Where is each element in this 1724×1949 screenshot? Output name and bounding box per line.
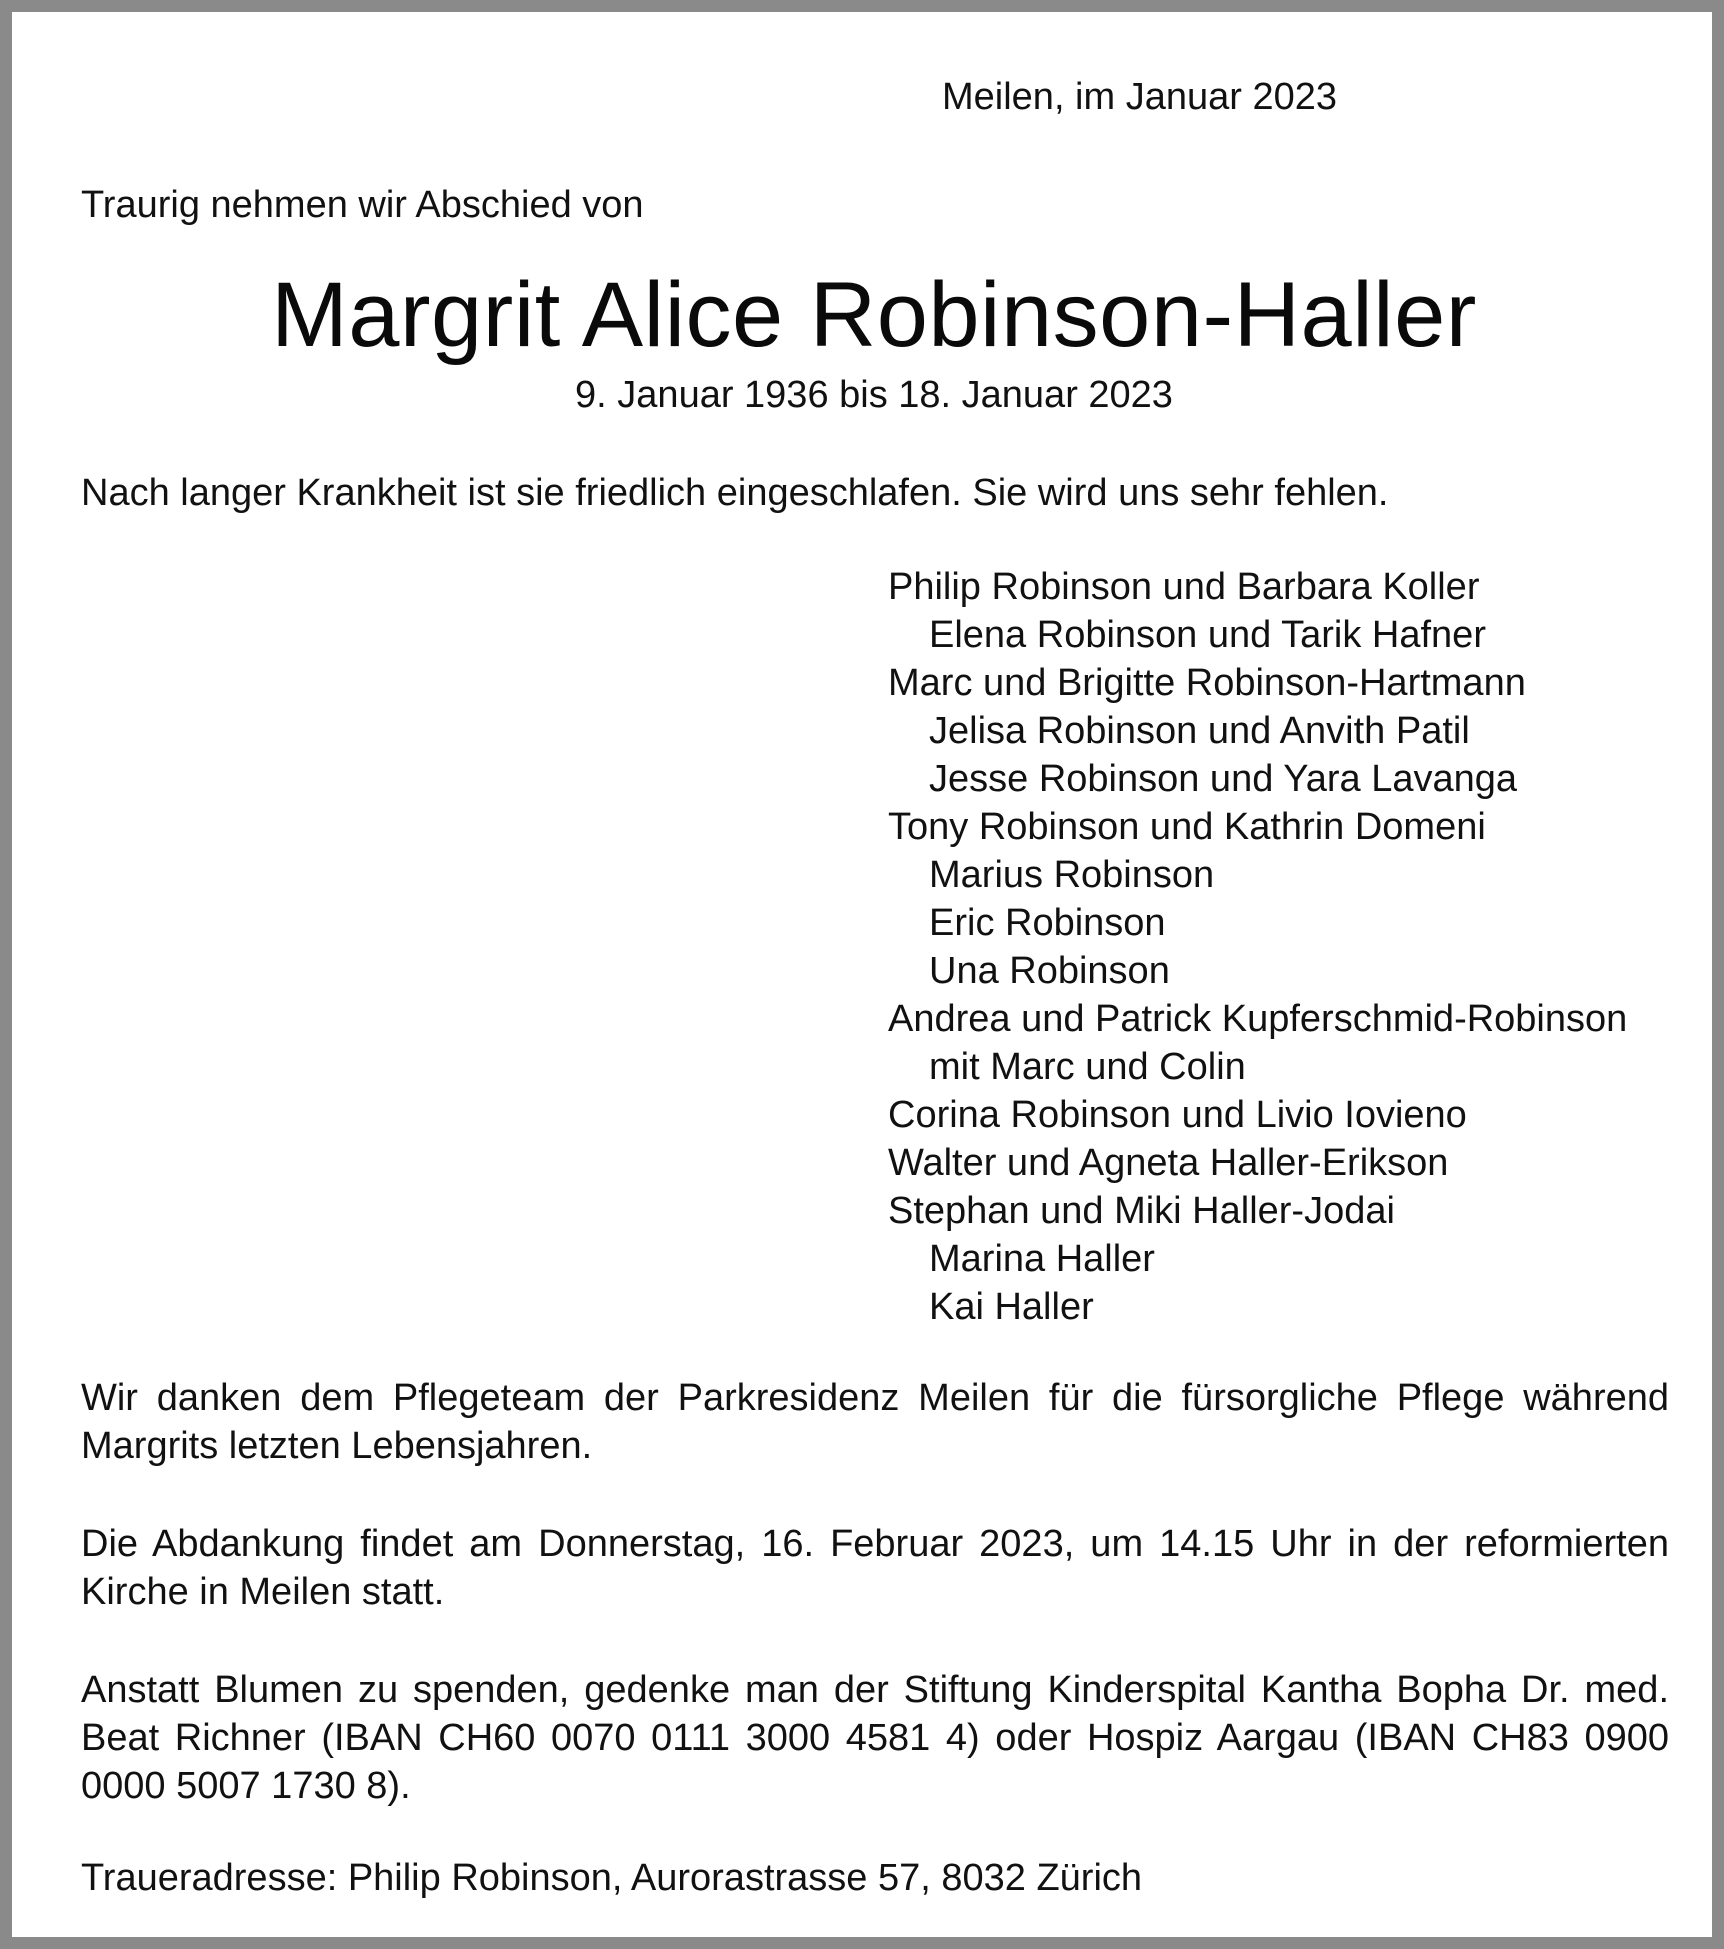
mourners-list: [888, 563, 1627, 1331]
place-date: Meilen, im Januar 2023: [942, 76, 1337, 118]
deceased-name: Margrit Alice Robinson-Haller: [271, 264, 1477, 366]
mourner-entry: Marius Robinson: [929, 854, 1215, 896]
mourner-entry: Eric Robinson: [929, 902, 1166, 944]
mourner-entry: Una Robinson: [929, 950, 1170, 992]
illness-statement: Nach langer Krankheit ist sie friedlich eingeschlafen. Sie wird uns sehr fehlen.: [81, 472, 1389, 514]
mourner-entry: Walter und Agneta Haller-Erikson: [888, 1142, 1449, 1184]
mourner-entry: Corina Robinson und Livio Iovieno: [888, 1094, 1467, 1136]
service-paragraph: Die Abdankung findet am Donnerstag, 16. Februar 2023, um 14.15 Uhr in der reformierten Kirche in Meilen statt.: [81, 1523, 1669, 1613]
mourner-entry: Marc und Brigitte Robinson-Hartmann: [888, 662, 1526, 704]
mourner-entry: Kai Haller: [929, 1286, 1094, 1328]
mourner-entry: Andrea und Patrick Kupferschmid-Robinson: [888, 998, 1628, 1040]
mourner-entry: Jelisa Robinson und Anvith Patil: [929, 710, 1470, 752]
mourning-address: Traueradresse: Philip Robinson, Aurorastrasse 57, 8032 Zürich: [81, 1857, 1143, 1899]
mourner-entry: Jesse Robinson und Yara Lavanga: [929, 758, 1518, 800]
mourner-entry: Stephan und Miki Haller-Jodai: [888, 1190, 1395, 1232]
mourner-entry: Tony Robinson und Kathrin Domeni: [888, 806, 1486, 848]
mourner-entry: Elena Robinson und Tarik Hafner: [929, 614, 1486, 656]
donation-paragraph: Anstatt Blumen zu spenden, gedenke man der Stiftung Kinderspital Kantha Bopha Dr. med. Beat Richner (IBAN CH60 0070 0111 3000 4581 4) oder Hospiz Aargau (IBAN CH83 0900 0000 5007 1730 8).: [81, 1669, 1669, 1807]
mourner-entry: Philip Robinson und Barbara Koller: [888, 566, 1480, 608]
intro-line: Traurig nehmen wir Abschied von: [81, 184, 644, 226]
thanks-paragraph: Wir danken dem Pflegeteam der Parkresidenz Meilen für die fürsorgliche Pflege während Margrits letzten Lebensjahren.: [81, 1377, 1669, 1467]
mourner-entry: mit Marc und Colin: [929, 1046, 1246, 1088]
lifespan-dates: 9. Januar 1936 bis 18. Januar 2023: [575, 374, 1173, 416]
mourner-entry: Marina Haller: [929, 1238, 1155, 1280]
